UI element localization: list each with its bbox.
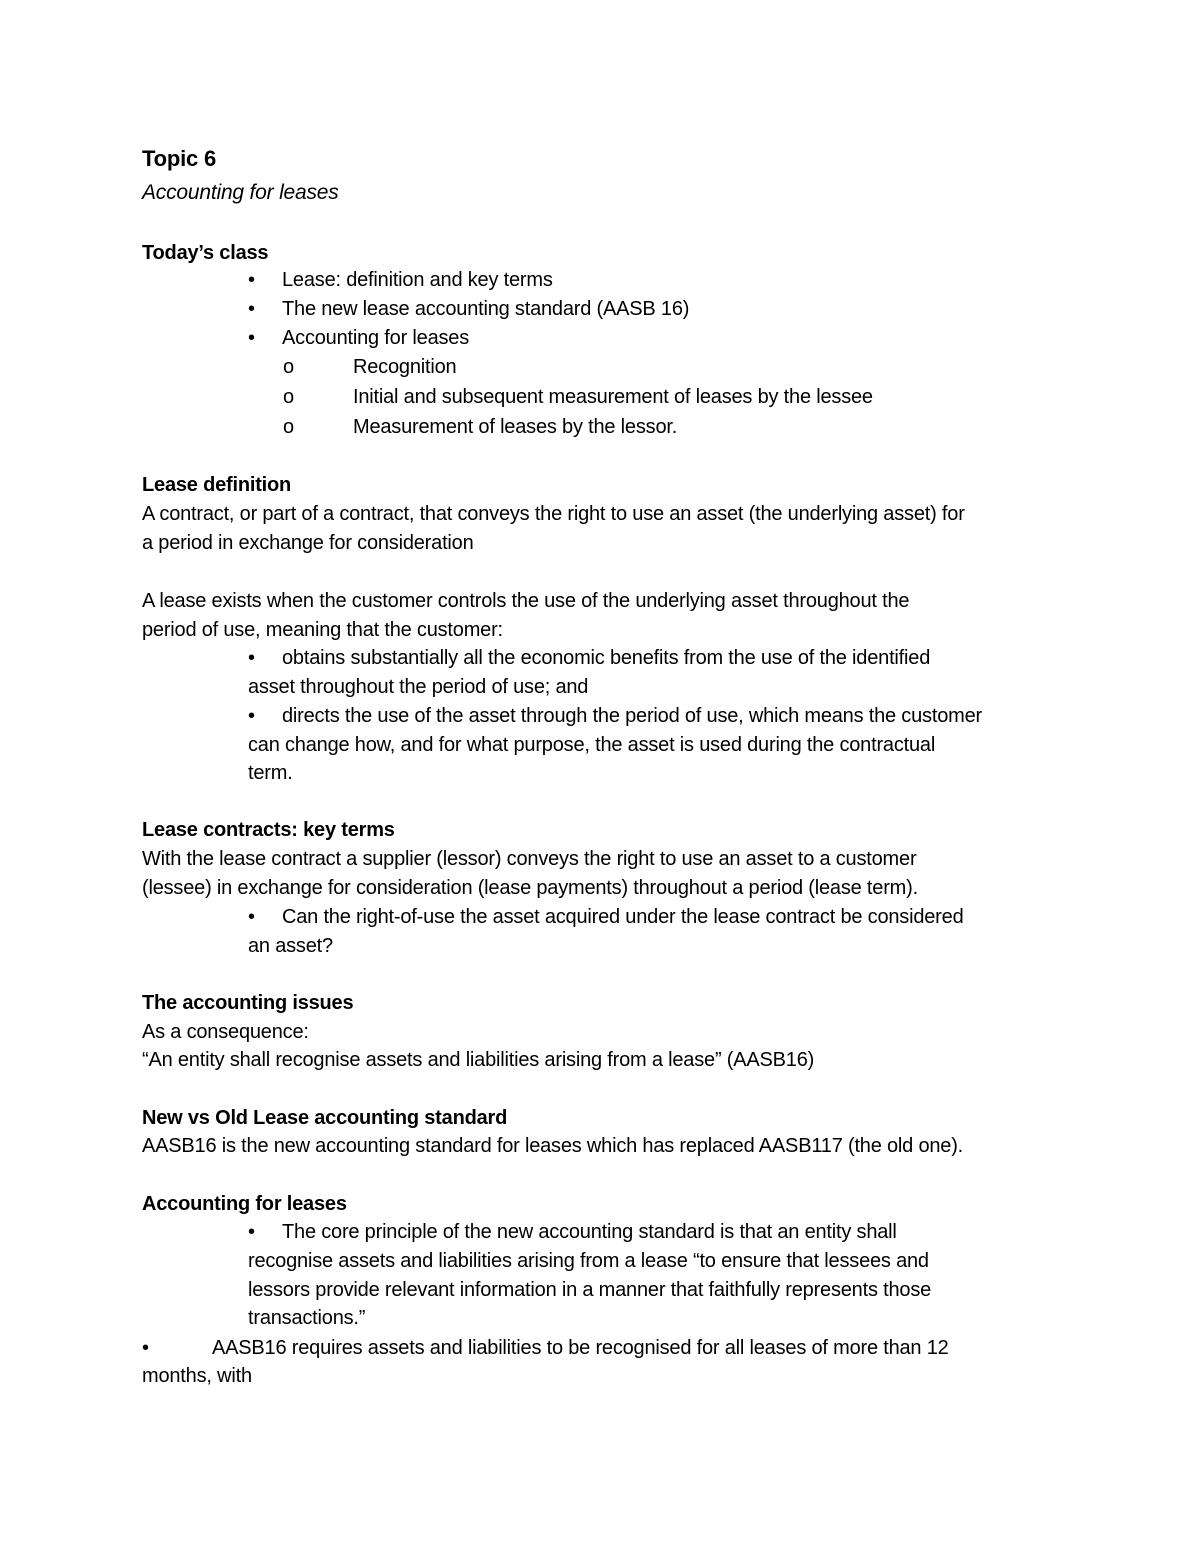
section-heading-new-vs-old: New vs Old Lease accounting standard — [142, 1107, 508, 1129]
list-item-text: directs the use of the asset through the period of use, which means the customer — [282, 705, 982, 727]
section-heading-key-terms: Lease contracts: key terms — [142, 819, 395, 841]
sub-list-item-text: Recognition — [353, 356, 457, 378]
bullet-icon: • — [248, 269, 255, 291]
list-item-text: Can the right-of-use the asset acquired under the lease contract be considered — [282, 906, 964, 928]
list-item-text: The new lease accounting standard (AASB 16) — [282, 298, 690, 320]
paragraph-line: As a consequence: — [142, 1021, 309, 1043]
paragraph-line: A lease exists when the customer controls the use of the underlying asset throughout the — [142, 590, 910, 612]
list-item-continuation: asset throughout the period of use; and — [248, 676, 589, 698]
bullet-icon: • — [248, 647, 255, 669]
page-subtitle: Accounting for leases — [142, 181, 339, 204]
sub-list-item-text: Initial and subsequent measurement of leases by the lessee — [353, 386, 873, 408]
paragraph-line: AASB16 is the new accounting standard for leases which has replaced AASB117 (the old one). — [142, 1135, 964, 1157]
list-item-text: obtains substantially all the economic benefits from the use of the identified — [282, 647, 931, 669]
list-item-continuation: term. — [248, 762, 293, 784]
page-title: Topic 6 — [142, 146, 216, 171]
quote-line: “An entity shall recognise assets and liabilities arising from a lease” (AASB16) — [142, 1049, 815, 1071]
hollow-bullet-icon: o — [283, 356, 294, 378]
list-item-continuation: lessors provide relevant information in a manner that faithfully represents those — [248, 1279, 932, 1301]
bullet-icon: • — [248, 327, 255, 349]
list-item-continuation: an asset? — [248, 935, 333, 957]
list-item-continuation: months, with — [142, 1365, 252, 1387]
list-item-text: Lease: definition and key terms — [282, 269, 553, 291]
bullet-icon: • — [248, 298, 255, 320]
paragraph-line: a period in exchange for consideration — [142, 532, 474, 554]
hollow-bullet-icon: o — [283, 386, 294, 408]
section-heading-accounting-for-leases: Accounting for leases — [142, 1193, 347, 1215]
hollow-bullet-icon: o — [283, 416, 294, 438]
sub-list-item-text: Measurement of leases by the lessor. — [353, 416, 678, 438]
list-item-continuation: recognise assets and liabilities arising from a lease “to ensure that lessees and — [248, 1250, 929, 1272]
list-item-continuation: can change how, and for what purpose, the asset is used during the contractual — [248, 734, 936, 756]
section-heading-lease-definition: Lease definition — [142, 474, 292, 496]
list-item-continuation: transactions.” — [248, 1307, 366, 1329]
bullet-icon: • — [142, 1337, 149, 1359]
paragraph-line: A contract, or part of a contract, that conveys the right to use an asset (the underlying asset) for — [142, 503, 965, 525]
paragraph-line: (lessee) in exchange for consideration (lease payments) throughout a period (lease term). — [142, 877, 918, 899]
paragraph-line: With the lease contract a supplier (lessor) conveys the right to use an asset to a customer — [142, 848, 917, 870]
bullet-icon: • — [248, 1221, 255, 1243]
paragraph-line: period of use, meaning that the customer: — [142, 619, 503, 641]
section-heading-accounting-issues: The accounting issues — [142, 992, 354, 1014]
list-item-text: AASB16 requires assets and liabilities to be recognised for all leases of more than 12 — [212, 1337, 949, 1359]
bullet-icon: • — [248, 906, 255, 928]
list-item-text: The core principle of the new accounting standard is that an entity shall — [282, 1221, 897, 1243]
list-item-text: Accounting for leases — [282, 327, 470, 349]
bullet-icon: • — [248, 705, 255, 727]
section-heading-todays-class: Today’s class — [142, 242, 269, 264]
